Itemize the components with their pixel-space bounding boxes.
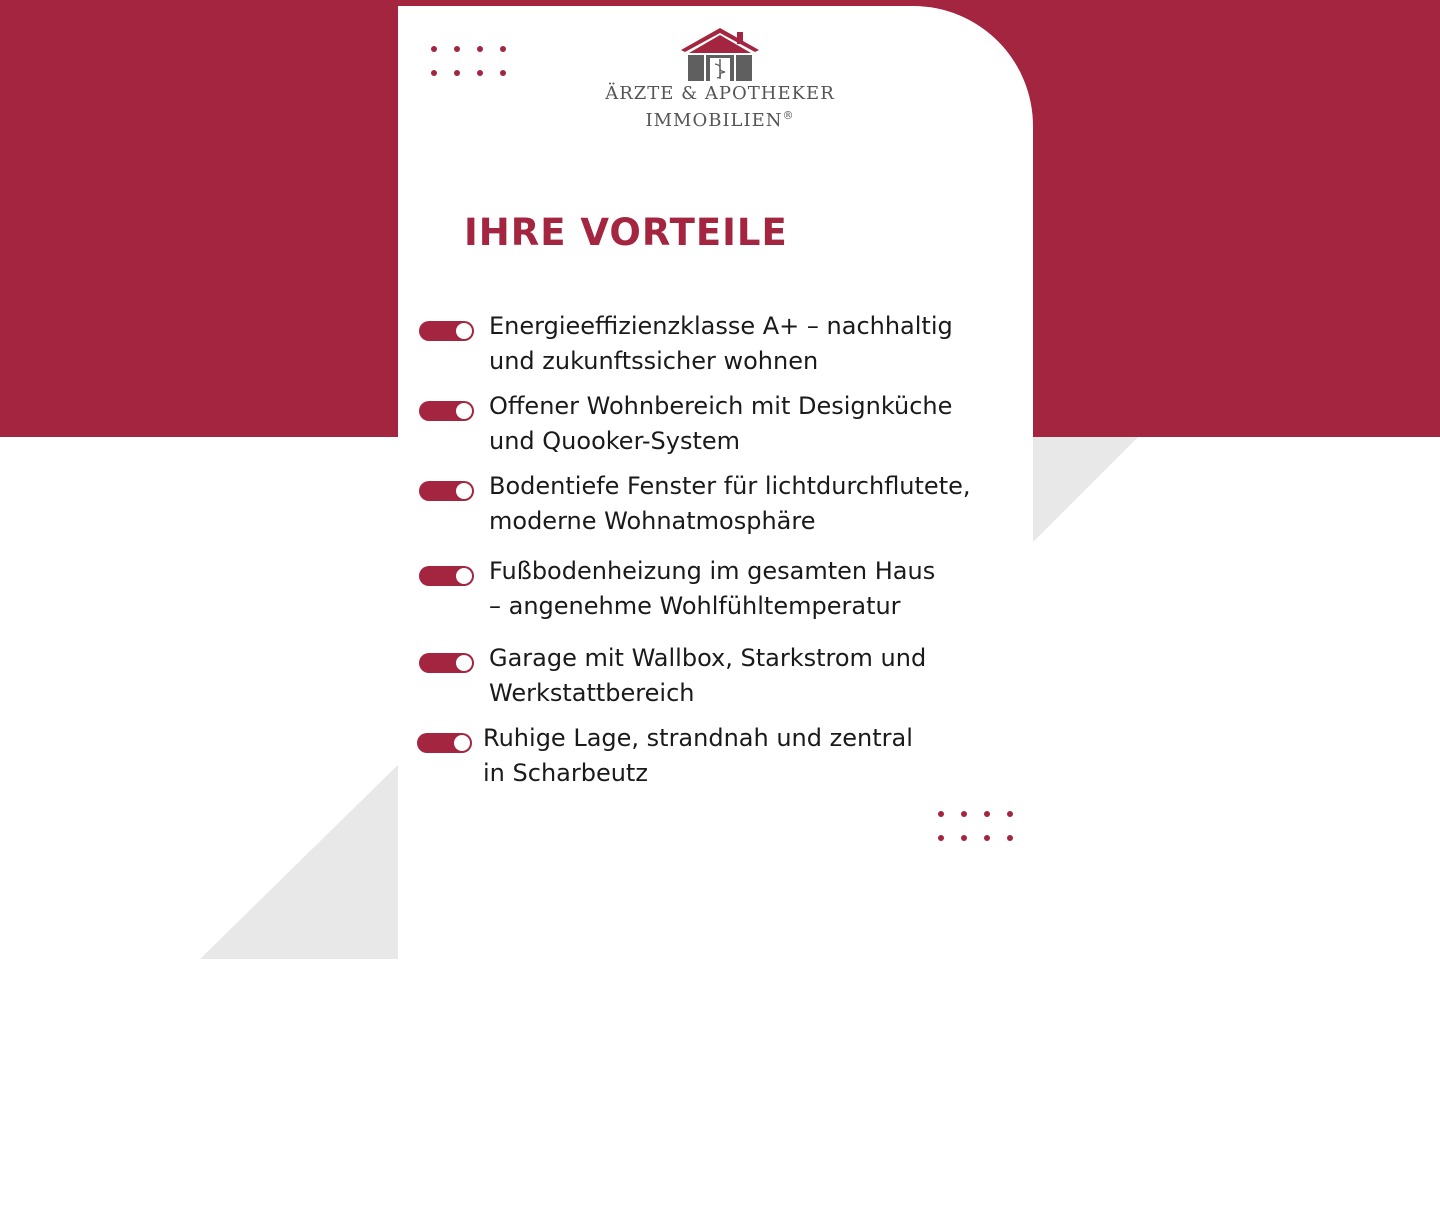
decorative-dots-top — [431, 46, 506, 76]
benefit-line-2: in Scharbeutz — [483, 759, 648, 787]
company-logo — [600, 26, 840, 132]
benefit-item — [419, 312, 953, 379]
benefit-item — [419, 557, 936, 624]
benefit-line-2: moderne Wohnatmosphäre — [489, 507, 816, 535]
benefit-line-1: Bodentiefe Fenster für lichtdurchflutete, — [489, 472, 971, 500]
benefit-line-2: – angenehme Wohlfühltemperatur — [489, 592, 901, 620]
benefit-item — [419, 392, 953, 459]
benefit-line-2: und Quooker-System — [489, 427, 741, 455]
benefit-line-1: Energieeffizienzklasse A+ – nachhaltig — [489, 312, 953, 340]
toggle-on-icon — [419, 566, 474, 586]
toggle-on-icon — [419, 321, 474, 341]
benefit-line-1: Ruhige Lage, strandnah und zentral — [483, 724, 913, 752]
toggle-on-icon — [417, 733, 472, 753]
benefit-item — [417, 724, 913, 791]
house-with-caduceus-icon — [679, 26, 761, 82]
benefit-text — [489, 469, 971, 539]
logo-text-line-2: IMMOBILIEN® — [645, 109, 795, 131]
toggle-on-icon — [419, 653, 474, 673]
benefit-line-2: Werkstattbereich — [489, 679, 695, 707]
benefit-text — [489, 554, 935, 624]
benefit-text — [489, 641, 926, 711]
benefit-text — [483, 721, 913, 791]
toggle-on-icon — [419, 401, 474, 421]
benefit-item — [419, 644, 927, 711]
benefit-line-2: und zukunftssicher wohnen — [489, 347, 819, 375]
benefit-line-1: Garage mit Wallbox, Starkstrom und — [489, 644, 927, 672]
page-heading: IHRE VORTEILE — [464, 211, 788, 254]
decorative-dots-bottom — [938, 811, 1013, 841]
logo-text-line-1: ÄRZTE & APOTHEKER — [605, 83, 835, 104]
registered-mark: ® — [782, 109, 795, 122]
benefit-line-1: Fußbodenheizung im gesamten Haus — [489, 557, 936, 585]
benefit-line-1: Offener Wohnbereich mit Designküche — [489, 392, 953, 420]
benefit-item — [419, 472, 971, 539]
toggle-on-icon — [419, 481, 474, 501]
benefit-text — [489, 309, 953, 379]
benefit-text — [489, 389, 952, 459]
